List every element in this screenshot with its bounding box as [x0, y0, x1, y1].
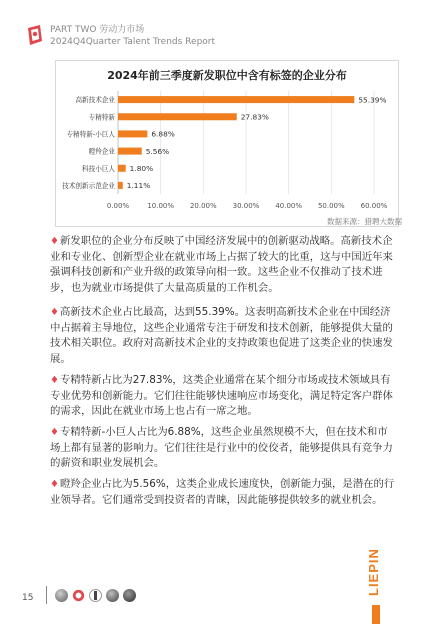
bar-3 [118, 148, 142, 155]
x-tick-label: 10.00% [147, 202, 175, 210]
category-label: 高新技术企业 [75, 96, 115, 105]
report-logo-icon [26, 24, 44, 46]
drop-bullet-icon: ♦ [50, 236, 59, 247]
paragraph-1 [50, 234, 395, 296]
x-tick-label: 50.00% [317, 202, 345, 210]
data-label: 5.56% [145, 146, 170, 156]
bar-0 [118, 96, 354, 103]
x-tick-label: 20.00% [189, 202, 217, 210]
footer-divider [46, 586, 47, 604]
document-icon [89, 589, 102, 602]
brand-accent-bar [372, 605, 380, 624]
dark-sphere-icon [123, 589, 136, 602]
location-pin-icon [72, 589, 85, 602]
globe-icon [55, 589, 68, 602]
paragraph-text: 专精特新-小巨人占比为6.88%，这些企业虽然规模不大，但在技术和市场上都有显著的影响力。它们往往是行业中的佼佼者，能够提供具有竞争力的薪资和职业发展机会。 [50, 426, 393, 470]
category-label: 瞪羚企业 [88, 147, 115, 156]
category-label: 技术创新示范企业 [62, 181, 115, 190]
footer-icon-row [55, 589, 136, 602]
report-title: 2024Q4Quarter Talent Trends Report [50, 37, 216, 47]
bar-4 [118, 165, 126, 172]
bar-2 [118, 130, 147, 137]
bar-1 [118, 113, 237, 120]
paragraph-text: 新发职位的企业分布反映了中国经济发展中的创新驱动战略。高新技术企业和专业化、创新型企业在就业市场上占据了较大的比重，这与中国近年来强调科技创新和产业升级的政策导向相一致。这些企业不仅推动了技术进步，也为就业市场提供了大量高质量的工作机会。 [50, 235, 393, 294]
paragraph-text: 高新技术企业占比最高，达到55.39%。这表明高新技术企业在中国经济中占据着主导地位，这些企业通常专注于研发和技术创新，能够提供大量的技术相关职位。政府对高新技术企业的支持政策也促进了这类企业的快速发展。 [50, 306, 393, 365]
drop-bullet-icon: ♦ [50, 307, 59, 318]
data-label: 55.39% [358, 95, 387, 105]
chart-title: 2024年前三季度新发职位中含有标签的企业分布 [107, 69, 347, 82]
paragraph-text: 专精特新占比为27.83%，这类企业通常在某个细分市场或技术领域具有专业优势和创新能力。它们往往能够快速响应市场变化，满足特定客户群体的需求，因此在就业市场上也占有一席之地。 [50, 374, 393, 418]
bar-5 [118, 182, 123, 189]
paragraph-text: 瞪羚企业占比为5.56%，这类企业成长速度快，创新能力强，是潜在的行业领导者。它们通常受到投资者的青睐，因此能够提供较多的就业机会。 [50, 478, 395, 506]
drop-bullet-icon: ♦ [50, 375, 59, 386]
section-title: PART TWO 劳动力市场 [50, 25, 145, 35]
data-label: 6.88% [151, 129, 175, 139]
drop-bullet-icon: ♦ [50, 479, 59, 490]
data-label: 1.11% [126, 181, 151, 191]
chart-source: 数据来源：猎聘大数据 [327, 217, 402, 226]
data-label: 27.83% [240, 112, 269, 122]
brand-logo: LIEPIN [366, 548, 381, 596]
page-number: 15 [22, 593, 34, 603]
x-tick-label: 40.00% [275, 202, 303, 210]
paragraph-2 [50, 305, 395, 367]
data-label: 1.80% [129, 164, 154, 174]
chart-card [55, 60, 399, 227]
category-label: 专精特新-小巨人 [66, 130, 115, 139]
category-label: 专精特新 [88, 113, 115, 122]
category-label: 科技小巨人 [82, 164, 115, 173]
x-tick-label: 30.00% [232, 202, 260, 210]
x-tick-label: 60.00% [360, 202, 388, 210]
sphere-icon [106, 589, 119, 602]
paragraph-3 [50, 373, 395, 420]
bar-chart [56, 61, 398, 226]
x-tick-label: 0.00% [106, 202, 130, 210]
paragraph-5 [50, 477, 395, 508]
drop-bullet-icon: ♦ [50, 427, 59, 438]
paragraph-4 [50, 425, 395, 472]
